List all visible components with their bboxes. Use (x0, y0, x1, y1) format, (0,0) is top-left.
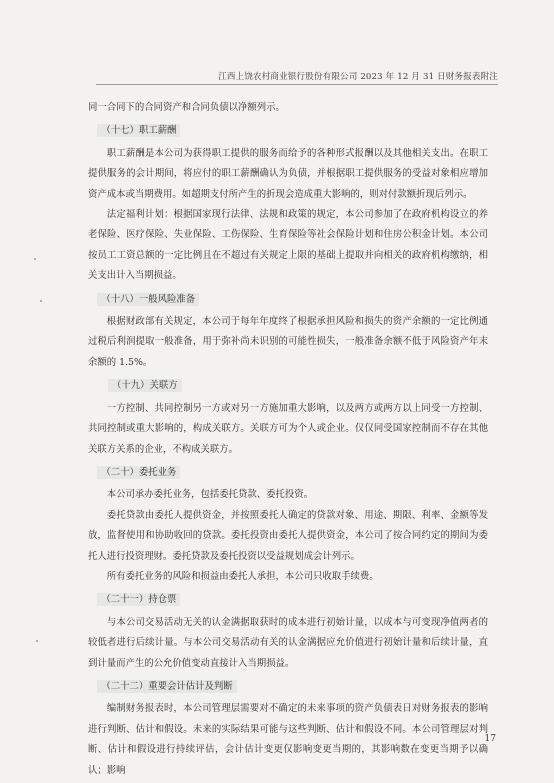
paragraph-bills: 与本公司交易活动无关的认金满据取获时的成本进行初始计量，以成本与可变现净值两者的较低者进行后续计量。与本公司交易活动有关的认金满据应允价值进行初始计量和后续计量，直到计量而产生的公允价值变动直接计入当期损益。 (88, 616, 488, 669)
section-heading-17-text: （十七）职工薪酬 (97, 124, 180, 137)
page-header: 江西上饶农村商业银行股份有限公司 2023 年 12 月 31 日财务报表附注 (218, 72, 498, 82)
section-heading-22-text: （二十二）重要会计估计及判断 (97, 680, 236, 693)
section-heading-21-text: （二十一）持仓票 (97, 593, 180, 606)
page-number: 17 (484, 734, 496, 744)
section-heading-18-text: （十八）一般风险准备 (97, 293, 199, 306)
paragraph-statutory-welfare: 法定福利计划：根据国家现行法律、法规和政策的规定，本公司参加了在政府机构设立的养老保险、医疗保险、失业保险、工伤保险、生育保险等社会保险计划和住房公积金计划。本公司按员工工资总额的一定比例且在不超过有关规定上限的基础上提取并向相关的政府机构缴纳，相关支出计入当期损益。 (88, 209, 488, 282)
paragraph-estimates: 编制财务报表时，本公司管理层需要对不确定的未来事项的资产负债表日对财务报表的影响进行判断、估计和假设。未来的实际结果可能与这些判断、估计和假设不同。本公司管理层对判断、估计和假设进行持续评估，会计估计变更仅影响变更当期的，其影响数在变更当期予以确认；影响 (88, 703, 488, 776)
paragraph-related-parties: 一方控制、共同控制另一方或对另一方施加重大影响，以及两方或两方以上同受一方控制、共同控制或重大影响的，构成关联方。关联方可为个人或企业。仅仅同受国家控制而不存在其他关联方关系的企业，不构成关联方。 (88, 402, 488, 455)
paragraph-entrusted-intro: 本公司承办委托业务，包括委托贷款、委托投资。 (106, 489, 314, 501)
scan-speck (40, 300, 42, 302)
scan-speck (36, 640, 38, 642)
document-body (88, 98, 488, 781)
section-heading-20 (88, 463, 488, 483)
section-heading-19-text: （十九）关联方 (108, 379, 182, 392)
section-heading-19 (88, 376, 488, 396)
paragraph-entrusted-loans: 委托贷款由委托人提供资金，并按照委托人确定的贷款对象、用途、期限、利率、金额等发放，监督使用和协助收回的贷款。委托投资由委托人提供资金，本公司了按合同约定的期间为委托人进行投资理财。委托贷款及委托投资以受益规划成会计列示。 (88, 509, 488, 562)
section-heading-17 (88, 121, 488, 141)
header-divider (96, 84, 498, 85)
paragraph-entrusted-risk: 所有委托业务的风险和损益由委托人承担，本公司只收取手续费。 (106, 570, 379, 582)
scan-speck (34, 258, 36, 260)
section-heading-22 (88, 677, 488, 697)
paragraph-employee-pay: 职工薪酬是本公司为获得职工提供的服务而给予的各种形式报酬以及其他相关支出。在职工提供服务的会计期间，将应付的职工薪酬确认为负债，并根据职工提供服务的受益对象相应增加资产成本或当期费用。如超期支付所产生的折现会造成重大影响的，则对付款额折现后列示。 (88, 147, 488, 200)
section-heading-20-text: （二十）委托业务 (97, 466, 180, 479)
section-heading-18 (88, 290, 488, 310)
paragraph-risk-reserve: 根据财政部有关规定，本公司于每年年度终了根据承担风险和损失的资产余额的一定比例通过税后利润提取一般准备，用于弥补尚未识别的可能性损失，一般准备余额不低于风险资产年末余额的 1.5%。 (88, 316, 488, 368)
section-heading-21 (88, 590, 488, 610)
paragraph-continuation: 同一合同下的合同资产和合同负债以净额列示。 (88, 102, 285, 113)
